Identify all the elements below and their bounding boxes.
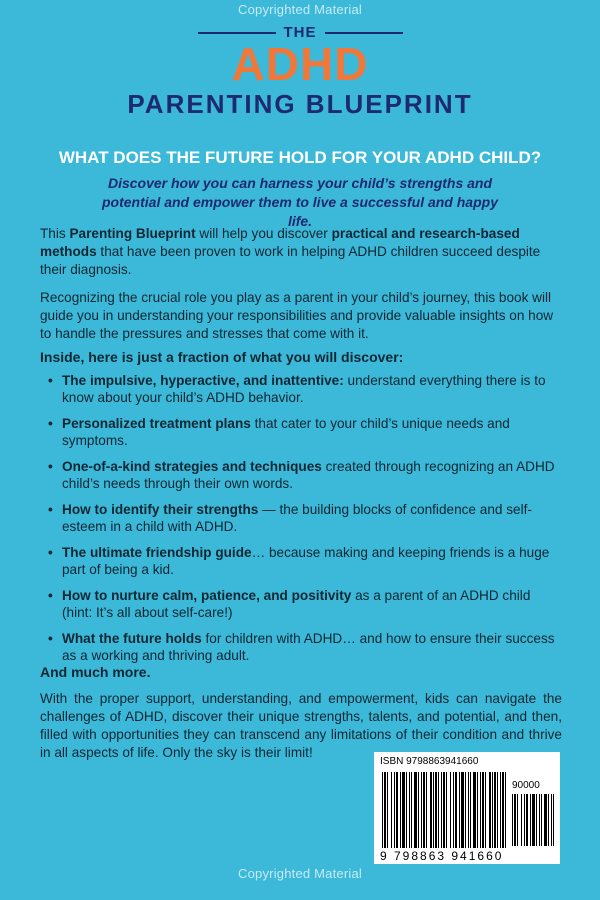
barcode-stripe	[391, 772, 392, 848]
barcode-stripe	[544, 794, 547, 846]
barcode-stripe	[494, 772, 496, 848]
list-item	[40, 630, 562, 664]
title-block	[0, 24, 600, 120]
barcode-stripe	[532, 794, 535, 846]
bullet-bold: The impulsive, hyperactive, and inattentive:	[62, 373, 344, 388]
intro-b: Parenting Blueprint	[69, 226, 196, 241]
barcode-stripe	[396, 772, 398, 848]
barcode-stripe	[421, 772, 422, 848]
barcode-stripe	[477, 772, 478, 848]
barcode-stripe	[384, 772, 386, 848]
price-barcode-bars	[512, 794, 554, 860]
list-item	[40, 544, 562, 578]
barcode-stripe	[418, 772, 419, 848]
barcode-stripe	[443, 772, 445, 848]
barcode-stripe	[459, 772, 460, 848]
bullet-bold: What the future holds	[62, 631, 202, 646]
barcode-stripe	[539, 794, 540, 846]
barcode-stripe	[526, 794, 528, 846]
barcode-stripe	[435, 772, 437, 848]
barcode-stripe	[473, 772, 476, 848]
barcode-stripe	[409, 772, 410, 848]
closing-paragraph: With the proper support, understanding, and empowerment, kids can navigate the challenges of ADHD, discover their unique strengths, talents, and potential, and then, filled with opportunities they can transcend any limitations of their condition and thrive in all aspects of life. Only the sky is their limit!	[40, 691, 562, 760]
barcode-stripe	[500, 772, 501, 848]
barcode-stripe	[433, 772, 434, 848]
barcode-stripe	[505, 772, 506, 848]
barcode-stripe	[470, 772, 471, 848]
barcode-stripe	[480, 772, 481, 848]
intro-c: will help you discover	[195, 226, 332, 241]
barcode-stripe	[468, 772, 469, 848]
barcode-stripe	[548, 794, 549, 846]
barcode-stripe	[502, 772, 504, 848]
role-paragraph: Recognizing the crucial role you play as a parent in your child’s journey, this book will guide you in understanding your responsibilities and provide valuable insights on how to handle the pressures and stresses that come with it.	[40, 290, 554, 341]
list-item	[40, 458, 562, 492]
intro-paragraph	[40, 225, 562, 279]
barcode-stripe	[553, 794, 554, 846]
barcode-stripe	[430, 772, 432, 848]
bullet-bold: The ultimate friendship guide	[62, 545, 252, 560]
barcode-stripe	[423, 772, 425, 848]
barcode-stripe	[426, 772, 427, 848]
bullet-bold: Personalized treatment plans	[62, 416, 251, 431]
lead-paragraph: Discover how you can harness your child’s strengths and potential and empower them to live a successful and happy life.	[102, 175, 498, 229]
list-item	[40, 372, 562, 406]
barcode-bars	[382, 772, 506, 848]
bullet-text: for children with ADHD… and how to ensure their success as a working and thriving adult.	[62, 631, 555, 663]
bullet-bold: How to nurture calm, patience, and positivity	[62, 588, 352, 603]
isbn-label: ISBN 9798863941660	[380, 756, 479, 767]
barcode-stripe	[438, 772, 439, 848]
bullet-text: created through recognizing an ADHD child’s needs through their own words.	[62, 459, 555, 491]
barcode-stripe	[482, 772, 484, 848]
barcode-stripe	[512, 794, 513, 846]
barcode-stripe	[541, 794, 542, 846]
barcode-stripe	[536, 794, 537, 846]
price-code: 90000	[512, 780, 540, 791]
barcode-stripe	[489, 772, 491, 848]
barcode-stripe	[492, 772, 493, 848]
bullet-bold: How to identify their strengths	[62, 502, 259, 517]
barcode-stripe	[450, 772, 451, 848]
intro-a: This	[40, 226, 70, 241]
barcode-stripe	[455, 772, 457, 848]
title-the: THE	[283, 24, 317, 41]
barcode-stripe	[400, 772, 401, 848]
bullet-text: understand everything there is to know about your child’s ADHD behavior.	[62, 373, 546, 405]
barcode-stripe	[461, 772, 464, 848]
barcode-stripe	[394, 772, 395, 848]
barcode-stripe	[406, 772, 407, 848]
headline-question: WHAT DOES THE FUTURE HOLD FOR YOUR ADHD CHILD?	[58, 148, 542, 167]
list-item	[40, 415, 562, 449]
isbn-barcode	[374, 752, 560, 864]
bullet-text: as a parent of an ADHD child (hint: It’s all about self-care!)	[62, 588, 531, 620]
feature-list	[40, 372, 562, 673]
bullet-text: — the building blocks of confidence and self-esteem in a child with ADHD.	[62, 502, 532, 534]
barcode-stripe	[402, 772, 405, 848]
barcode-stripe	[551, 794, 552, 846]
barcode-stripe	[453, 772, 454, 848]
barcode-stripe	[530, 794, 531, 846]
barcode-stripe	[497, 772, 498, 848]
divider-left	[198, 32, 276, 34]
intro-d: practical and research-based methods	[40, 226, 520, 259]
divider-right	[325, 32, 403, 34]
watermark-bottom: Copyrighted Material	[238, 866, 362, 881]
barcode-stripe	[387, 772, 388, 848]
barcode-stripe	[514, 794, 516, 846]
barcode-stripe	[446, 772, 447, 848]
intro-e: that have been proven to work in helping ADHD children succeed despite their diagnosis.	[40, 244, 541, 277]
barcode-stripe	[521, 794, 522, 846]
inside-heading: Inside, here is just a fraction of what you will discover:	[40, 349, 404, 365]
list-item	[40, 501, 562, 535]
bullet-text: … because making and keeping friends is a huge part of being a kid.	[62, 545, 550, 577]
barcode-stripe	[382, 772, 383, 848]
title-main: ADHD	[231, 38, 369, 90]
bullet-bold: One-of-a-kind strategies and techniques	[62, 459, 322, 474]
barcode-stripe	[524, 794, 525, 846]
barcode-stripe	[414, 772, 417, 848]
barcode-stripe	[485, 772, 486, 848]
more-heading: And much more.	[40, 664, 151, 680]
bullet-text: that cater to your child’s unique needs and symptoms.	[62, 416, 510, 448]
barcode-stripe	[517, 794, 518, 846]
barcode-stripe	[441, 772, 442, 848]
list-item	[40, 587, 562, 621]
title-sub: PARENTING BLUEPRINT	[127, 89, 473, 119]
barcode-stripe	[411, 772, 412, 848]
isbn-digits: 9 798863 941660	[380, 849, 504, 863]
watermark-top: Copyrighted Material	[238, 2, 362, 17]
barcode-stripe	[465, 772, 466, 848]
